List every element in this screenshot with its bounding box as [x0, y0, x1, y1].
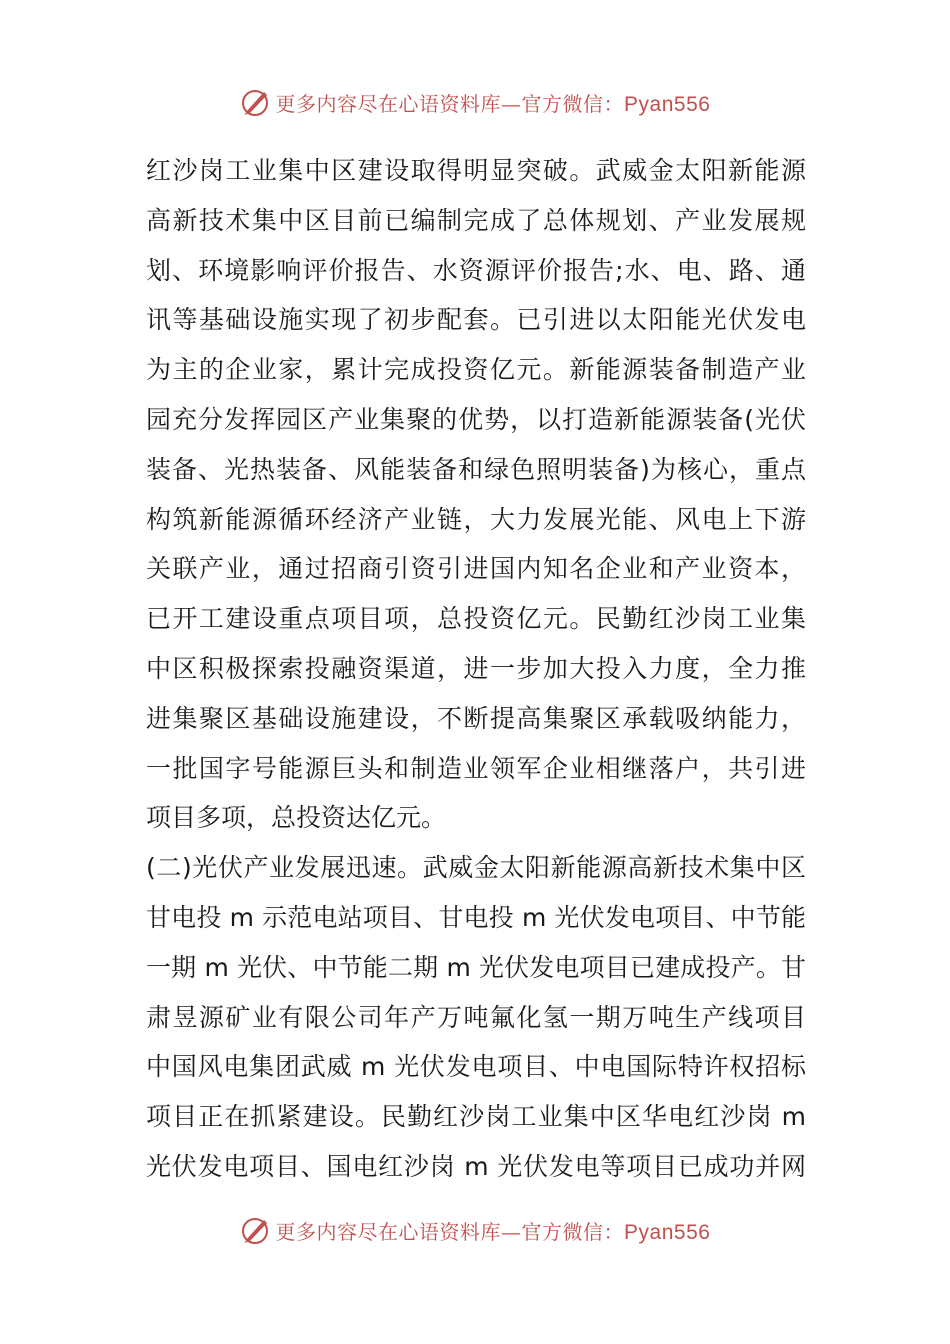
banner-slogan: 更多内容尽在心语资料库—官方微信：: [275, 1219, 625, 1244]
banner-text: [276, 1216, 711, 1245]
pen-logo-icon: [240, 86, 272, 118]
text-line: 关联产业，通过招商引资引进国内知名企业和产业资本，: [146, 554, 806, 584]
banner-text: [276, 88, 711, 117]
text-line: 一批国字号能源巨头和制造业领军企业相继落户，共引进: [146, 753, 806, 783]
text-line: 为主的企业家，累计完成投资亿元。新能源装备制造产业: [146, 355, 806, 385]
text-line: 项目正在抓紧建设。民勤红沙岗工业集中区华电红沙岗 m: [146, 1102, 806, 1132]
text-line: 高新技术集中区目前已编制完成了总体规划、产业发展规: [146, 205, 806, 235]
pen-logo-icon: [240, 1214, 272, 1246]
text-line: 划、环境影响评价报告、水资源评价报告;水、电、路、通: [146, 255, 806, 285]
text-line: 中国风电集团武威 m 光伏发电项目、中电国际特许权招标: [146, 1052, 806, 1082]
banner-handle: Pyan556: [624, 1220, 711, 1244]
banner-slogan: 更多内容尽在心语资料库—官方微信：: [275, 91, 625, 116]
text-line: 构筑新能源循环经济产业链，大力发展光能、风电上下游: [146, 504, 806, 534]
text-line: 红沙岗工业集中区建设取得明显突破。武威金太阳新能源: [146, 156, 806, 185]
text-line: 肃昱源矿业有限公司年产万吨氟化氢一期万吨生产线项目: [146, 1002, 806, 1032]
text-line: 甘电投 m 示范电站项目、甘电投 m 光伏发电项目、中节能: [146, 902, 806, 932]
text-line: 光伏发电项目、国电红沙岗 m 光伏发电等项目已成功并网: [146, 1151, 806, 1181]
text-line: 项目多项，总投资达亿元。: [146, 803, 447, 833]
text-line: 园充分发挥园区产业集聚的优势，以打造新能源装备(光伏: [146, 404, 806, 434]
document-body: [146, 146, 806, 1192]
text-line: 装备、光热装备、风能装备和绿色照明装备)为核心，重点: [146, 454, 806, 484]
text-line: 一期 m 光伏、中节能二期 m 光伏发电项目已建成投产。甘: [146, 952, 806, 982]
text-line: 讯等基础设施实现了初步配套。已引进以太阳能光伏发电: [146, 305, 806, 335]
text-line: 中区积极探索投融资渠道，进一步加大投入力度，全力推: [146, 653, 806, 683]
banner-handle: Pyan556: [624, 92, 711, 116]
header-banner: [0, 82, 950, 122]
footer-banner: [0, 1210, 950, 1250]
text-line: 进集聚区基础设施建设，不断提高集聚区承载吸纳能力，: [146, 703, 806, 733]
text-line: (二)光伏产业发展迅速。武威金太阳新能源高新技术集中区: [146, 853, 806, 883]
text-line: 已开工建设重点项目项，总投资亿元。民勤红沙岗工业集: [146, 604, 806, 634]
